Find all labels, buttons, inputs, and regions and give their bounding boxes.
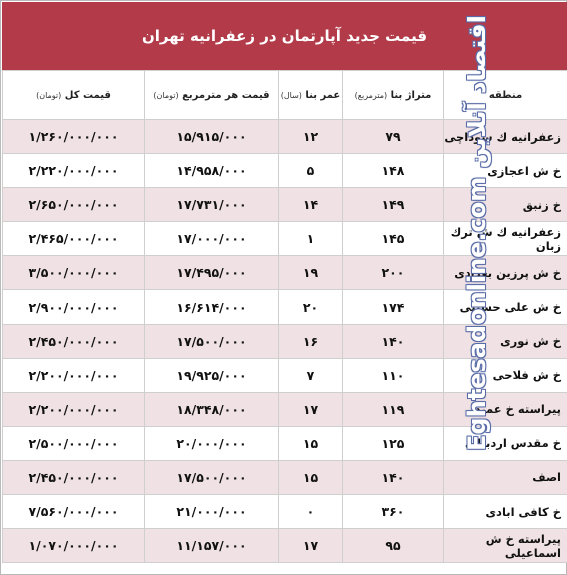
- header-price-per-meter: قیمت هر مترمربع (تومان): [145, 71, 279, 120]
- age-cell: ۱۷: [279, 392, 343, 426]
- age-cell: ۱۲: [279, 120, 343, 154]
- total-price-cell: ۲/۴۵۰/۰۰۰/۰۰۰: [3, 324, 145, 358]
- price-per-meter-cell: ۱۹/۹۲۵/۰۰۰: [145, 358, 279, 392]
- area-cell: ۲۰۰: [343, 256, 444, 290]
- age-cell: ۰: [279, 495, 343, 529]
- region-cell: اصف: [444, 460, 567, 494]
- age-cell: ۱۵: [279, 460, 343, 494]
- region-cell: خ كافی ابادی: [444, 495, 567, 529]
- header-total-price: قیمت کل (تومان): [3, 71, 145, 120]
- total-price-cell: ۳/۵۰۰/۰۰۰/۰۰۰: [3, 256, 145, 290]
- area-cell: ۱۴۰: [343, 324, 444, 358]
- price-per-meter-cell: ۱۷/۴۹۵/۰۰۰: [145, 256, 279, 290]
- area-cell: ۱۴۹: [343, 188, 444, 222]
- total-price-cell: ۲/۵۰۰/۰۰۰/۰۰۰: [3, 426, 145, 460]
- area-cell: ۱۱۰: [343, 358, 444, 392]
- age-cell: ۱۵: [279, 426, 343, 460]
- total-price-cell: ۱/۲۶۰/۰۰۰/۰۰۰: [3, 120, 145, 154]
- price-per-meter-cell: ۲۰/۰۰۰/۰۰۰: [145, 426, 279, 460]
- area-cell: ۱۷۴: [343, 290, 444, 324]
- total-price-cell: ۲/۲۰۰/۰۰۰/۰۰۰: [3, 392, 145, 426]
- region-cell: خ ش اعجازی: [444, 154, 567, 188]
- area-cell: ۳۶۰: [343, 495, 444, 529]
- area-cell: ۱۴۰: [343, 460, 444, 494]
- table-row: [3, 529, 567, 563]
- area-cell: ۹۵: [343, 529, 444, 563]
- age-cell: ۷: [279, 358, 343, 392]
- region-cell: پیراسته خ عمید: [444, 392, 567, 426]
- total-price-cell: ۲/۲۲۰/۰۰۰/۰۰۰: [3, 154, 145, 188]
- region-cell: خ ش فلاحی: [444, 358, 567, 392]
- table-title: قیمت جدید آپارتمان در زعفرانیه تهران: [2, 2, 567, 70]
- region-cell: خ مقدس اردبیلی: [444, 426, 567, 460]
- total-price-cell: ۲/۲۰۰/۰۰۰/۰۰۰: [3, 358, 145, 392]
- total-price-cell: ۱/۰۷۰/۰۰۰/۰۰۰: [3, 529, 145, 563]
- header-age: عمر بنا (سال): [279, 71, 343, 120]
- region-cell: خ ش علی حسینی: [444, 290, 567, 324]
- total-price-cell: ۷/۵۶۰/۰۰۰/۰۰۰: [3, 495, 145, 529]
- total-price-cell: ۲/۴۵۰/۰۰۰/۰۰۰: [3, 460, 145, 494]
- header-area: متراژ بنا (مترمربع): [343, 71, 444, 120]
- region-cell: پیراسته خ ش اسماعیلی: [444, 529, 567, 563]
- price-per-meter-cell: ۱۷/۷۳۱/۰۰۰: [145, 188, 279, 222]
- table-row: [3, 495, 567, 529]
- total-price-cell: ۲/۶۵۰/۰۰۰/۰۰۰: [3, 188, 145, 222]
- watermark: اقتصاد آنلاین Eghtesadonline.com: [463, 15, 491, 451]
- price-per-meter-cell: ۱۷/۵۰۰/۰۰۰: [145, 324, 279, 358]
- age-cell: ۱: [279, 222, 343, 256]
- region-cell: خ ش نوری: [444, 324, 567, 358]
- total-price-cell: ۲/۴۶۵/۰۰۰/۰۰۰: [3, 222, 145, 256]
- age-cell: ۱۷: [279, 529, 343, 563]
- header-region: منطقه: [444, 71, 567, 120]
- region-cell: زعفرانیه ك ش ترك زبان: [444, 222, 567, 256]
- age-cell: ۱۹: [279, 256, 343, 290]
- age-cell: ۱۴: [279, 188, 343, 222]
- price-per-meter-cell: ۱۷/۰۰۰/۰۰۰: [145, 222, 279, 256]
- total-price-cell: ۲/۹۰۰/۰۰۰/۰۰۰: [3, 290, 145, 324]
- area-cell: ۱۴۸: [343, 154, 444, 188]
- price-per-meter-cell: ۱۸/۳۴۸/۰۰۰: [145, 392, 279, 426]
- price-per-meter-cell: ۱۱/۱۵۷/۰۰۰: [145, 529, 279, 563]
- area-cell: ۱۲۵: [343, 426, 444, 460]
- price-per-meter-cell: ۱۷/۵۰۰/۰۰۰: [145, 460, 279, 494]
- age-cell: ۲۰: [279, 290, 343, 324]
- area-cell: ۱۱۹: [343, 392, 444, 426]
- age-cell: ۵: [279, 154, 343, 188]
- area-cell: ۷۹: [343, 120, 444, 154]
- price-per-meter-cell: ۱۴/۹۵۸/۰۰۰: [145, 154, 279, 188]
- price-per-meter-cell: ۲۱/۰۰۰/۰۰۰: [145, 495, 279, 529]
- region-cell: خ زنبق: [444, 188, 567, 222]
- region-cell: خ ش پرزین بغدادی: [444, 256, 567, 290]
- table-row: [3, 460, 567, 494]
- region-cell: زعفرانیه ك سوداچی: [444, 120, 567, 154]
- price-per-meter-cell: ۱۵/۹۱۵/۰۰۰: [145, 120, 279, 154]
- age-cell: ۱۶: [279, 324, 343, 358]
- price-per-meter-cell: ۱۶/۶۱۴/۰۰۰: [145, 290, 279, 324]
- area-cell: ۱۴۵: [343, 222, 444, 256]
